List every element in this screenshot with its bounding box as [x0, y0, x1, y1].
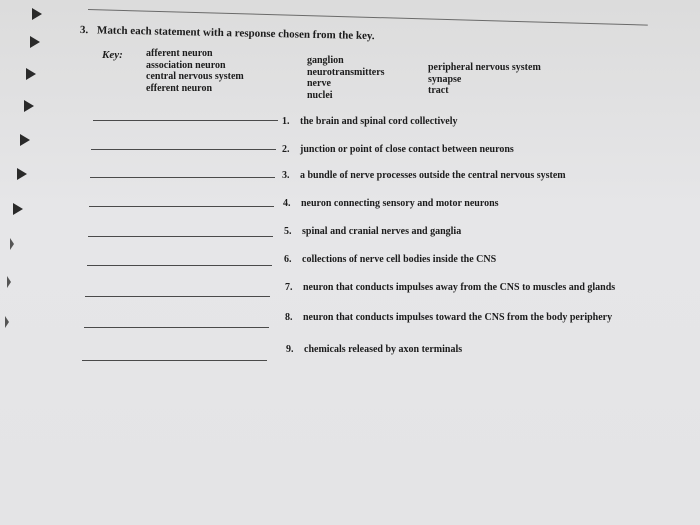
- statement-text: collections of nerve cell bodies inside the CNS: [302, 254, 497, 265]
- key-term: afferent neuron: [146, 48, 213, 59]
- question-heading: [80, 24, 375, 42]
- key-label: Key:: [102, 49, 123, 61]
- key-term: synapse: [428, 73, 462, 85]
- key-column-3: [428, 62, 541, 97]
- statement-8: [285, 312, 612, 323]
- answer-blank-1[interactable]: [93, 120, 278, 121]
- key-term: neurotransmitters: [307, 66, 385, 78]
- key-column-1: [146, 48, 244, 94]
- statement-text: neuron that conducts impulses away from the CNS to muscles and glands: [303, 282, 616, 293]
- question-text: Match each statement with a response chosen from the key.: [96, 24, 375, 43]
- answer-blank-4[interactable]: [89, 206, 274, 207]
- margin-mark: [7, 276, 11, 288]
- margin-mark: [30, 36, 40, 48]
- statement-2: [282, 144, 514, 155]
- statement-number: 5.: [284, 226, 292, 237]
- answer-blank-5[interactable]: [88, 236, 273, 237]
- statement-text: the brain and spinal cord collectively: [300, 116, 458, 127]
- answer-blank-9[interactable]: [82, 360, 267, 361]
- statement-number: 3.: [282, 170, 290, 181]
- margin-mark: [20, 134, 30, 146]
- statement-9: [286, 344, 462, 355]
- margin-mark: [17, 168, 27, 180]
- statement-text: spinal and cranial nerves and ganglia: [302, 226, 462, 237]
- key-term: peripheral nervous system: [428, 62, 541, 73]
- answer-blank-8[interactable]: [84, 327, 269, 328]
- statement-number: 8.: [285, 312, 293, 323]
- margin-mark: [26, 68, 36, 80]
- answer-blank-3[interactable]: [90, 177, 275, 178]
- statement-1: [282, 116, 458, 127]
- statement-text: neuron connecting sensory and motor neurons: [301, 198, 499, 209]
- statement-text: a bundle of nerve processes outside the central nervous system: [300, 170, 566, 181]
- statement-text: chemicals released by axon terminals: [304, 344, 463, 355]
- question-number: 3.: [79, 24, 89, 37]
- statement-number: 7.: [285, 282, 293, 293]
- key-term: nuclei: [307, 89, 333, 101]
- statement-text: neuron that conducts impulses toward the CNS from the body periphery: [303, 312, 613, 323]
- statement-number: 9.: [286, 344, 294, 355]
- statement-text: junction or point of close contact between neurons: [300, 144, 514, 155]
- statement-number: 6.: [284, 254, 292, 265]
- key-column-2: [307, 55, 385, 101]
- statement-number: 1.: [282, 116, 290, 127]
- key-term: association neuron: [146, 59, 226, 71]
- answer-blank-6[interactable]: [87, 265, 272, 266]
- margin-mark: [10, 238, 14, 250]
- statement-4: [283, 198, 499, 209]
- statement-number: 2.: [282, 144, 290, 155]
- margin-mark: [32, 8, 42, 20]
- key-term: tract: [428, 85, 449, 96]
- margin-mark: [13, 203, 23, 215]
- margin-mark: [5, 316, 9, 328]
- statement-number: 4.: [283, 198, 291, 209]
- key-term: ganglion: [307, 55, 344, 66]
- answer-blank-2[interactable]: [91, 149, 276, 150]
- margin-mark: [24, 100, 34, 112]
- key-term: efferent neuron: [146, 82, 213, 94]
- top-rule: [88, 9, 648, 26]
- key-term: central nervous system: [146, 71, 244, 82]
- statement-6: [284, 254, 496, 265]
- key-term: nerve: [307, 78, 331, 89]
- statement-7: [285, 282, 615, 293]
- answer-blank-7[interactable]: [85, 296, 270, 297]
- statement-3: [282, 170, 566, 181]
- statement-5: [284, 226, 461, 237]
